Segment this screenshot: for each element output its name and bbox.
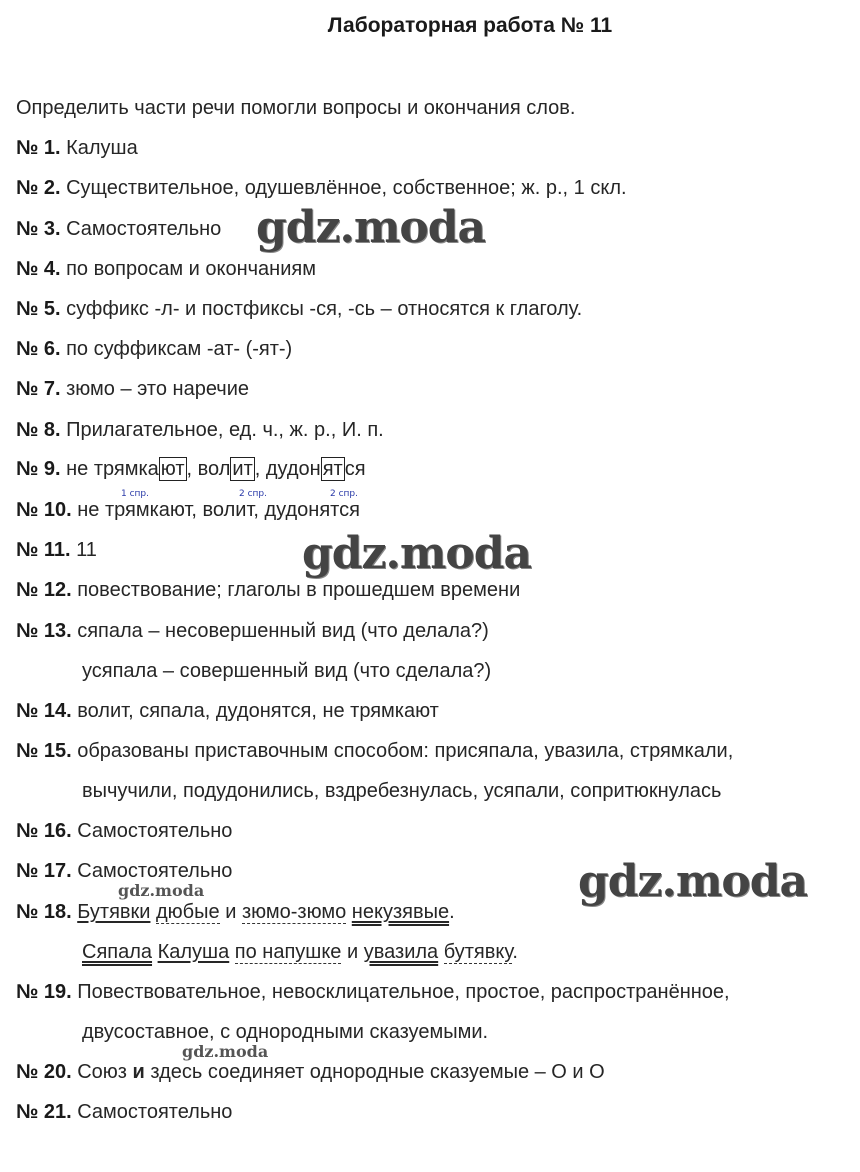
answer-1 <box>16 136 138 160</box>
answer-text: Существительное, одушевлённое, собственное; ж. р., 1 скл. <box>66 177 627 199</box>
answer-number: № 14. <box>16 700 72 722</box>
conjugation-note: 1 спр. <box>121 489 149 499</box>
answer-text: суффикс -л- и постфиксы -ся, -сь – относятся к глаголу. <box>66 298 583 320</box>
answer-text: Союз <box>77 1061 133 1083</box>
answer-5 <box>16 297 582 321</box>
word-part: ся <box>344 458 366 480</box>
answer-text: не трямкают, волит, дудонятся <box>77 499 360 521</box>
answer-3 <box>16 217 221 241</box>
answer-number: № 16. <box>16 820 72 842</box>
answer-number: № 15. <box>16 740 72 762</box>
conjunction-bold: и <box>132 1061 145 1083</box>
answer-text: зюмо – это наречие <box>66 378 249 400</box>
answer-number: № 10. <box>16 499 72 521</box>
subject-word: Калуша <box>157 941 230 963</box>
answer-number: № 2. <box>16 177 61 199</box>
answer-text: повествование; глаголы в прошедшем времени <box>77 579 521 601</box>
answer-12 <box>16 578 520 602</box>
answer-text: Самостоятельно <box>66 218 222 240</box>
answer-text: Прилагательное, ед. ч., ж. р., И. п. <box>66 419 384 441</box>
answer-number: № 17. <box>16 860 72 882</box>
watermark: gdz.moda <box>256 202 486 253</box>
answer-text: Самостоятельно <box>77 820 233 842</box>
answer-number: № 3. <box>16 218 61 240</box>
ending-box: ит <box>232 458 253 480</box>
answer-16 <box>16 819 232 843</box>
answer-number: № 21. <box>16 1101 72 1123</box>
answer-7 <box>16 377 249 401</box>
answer-15-continuation: вычучили, подудонились, вздребезнулась, усяпали, сопритюкнулась <box>82 780 722 802</box>
answer-number: № 7. <box>16 378 61 400</box>
answer-4 <box>16 257 316 281</box>
punctuation: . <box>512 941 518 963</box>
watermark: gdz.moda <box>302 528 532 579</box>
answer-19 <box>16 980 730 1004</box>
answer-text: сяпала – несовершенный вид (что делала?) <box>77 620 489 642</box>
answer-18 <box>16 900 455 924</box>
answer-text: Самостоятельно <box>77 860 233 882</box>
answer-13 <box>16 619 489 643</box>
answer-text: здесь соединяет однородные сказуемые – О и О <box>144 1061 605 1083</box>
answer-9 <box>16 457 366 481</box>
answer-20 <box>16 1060 605 1084</box>
answer-text: по суффиксам -ат- (-ят-) <box>66 338 293 360</box>
predicate-word: увазила <box>363 941 439 963</box>
ending-box: ят <box>322 458 343 480</box>
answer-11 <box>16 538 97 562</box>
intro-text: Определить части речи помогли вопросы и окончания слов. <box>16 97 576 119</box>
conjunction-word: и <box>225 901 237 923</box>
watermark: gdz.moda <box>578 856 808 907</box>
watermark: gdz.moda <box>118 881 205 900</box>
answer-number: № 6. <box>16 338 61 360</box>
answer-text: волит, сяпала, дудонятся, не трямкают <box>77 700 439 722</box>
answer-number: № 4. <box>16 258 61 280</box>
answer-21 <box>16 1100 232 1124</box>
page-title: Лабораторная работа № 11 <box>327 14 613 37</box>
answer-number: № 12. <box>16 579 72 601</box>
answer-8 <box>16 418 384 442</box>
answer-text: Повествовательное, невосклицательное, простое, распространённое, <box>77 981 730 1003</box>
answer-number: № 9. <box>16 458 61 480</box>
subject-word: Бутявки <box>77 901 151 923</box>
predicate-word: Сяпала <box>82 941 153 963</box>
word-part: , дудон <box>254 458 321 480</box>
conjugation-note: 2 спр. <box>330 489 358 499</box>
answer-19-continuation: двусоставное, с однородными сказуемыми. <box>82 1021 489 1043</box>
answer-17 <box>16 859 232 883</box>
answer-15 <box>16 739 733 763</box>
answer-10 <box>16 498 360 522</box>
answer-14 <box>16 699 439 723</box>
answer-number: № 11. <box>16 539 71 561</box>
answer-6 <box>16 337 292 361</box>
answer-number: № 18. <box>16 901 72 923</box>
answer-text: 11 <box>76 539 97 561</box>
adverb-word: зюмо-зюмо <box>241 901 347 923</box>
answer-number: № 20. <box>16 1061 72 1083</box>
answer-number: № 13. <box>16 620 72 642</box>
answer-text: образованы приставочным способом: присяпала, увазила, стрямкали, <box>77 740 734 762</box>
object-word: бутявку <box>443 941 513 963</box>
answer-text: по вопросам и окончаниям <box>66 258 316 280</box>
answer-text: Калуша <box>66 137 138 159</box>
predicate-word: некузявые <box>351 901 450 923</box>
watermark: gdz.moda <box>182 1042 269 1061</box>
conjugation-note: 2 спр. <box>239 489 267 499</box>
conjunction-word: и <box>347 941 359 963</box>
answer-number: № 8. <box>16 419 61 441</box>
answer-2 <box>16 176 627 200</box>
word-part: не трямка <box>66 458 159 480</box>
answer-number: № 1. <box>16 137 61 159</box>
answer-text: Самостоятельно <box>77 1101 233 1123</box>
adverbial-word: по напушке <box>234 941 342 963</box>
attribute-word: дюбые <box>156 901 220 923</box>
answer-18-continuation <box>82 940 518 964</box>
ending-box: ют <box>160 458 185 480</box>
answer-number: № 19. <box>16 981 72 1003</box>
answer-13-continuation: усяпала – совершенный вид (что сделала?) <box>82 660 492 682</box>
answer-number: № 5. <box>16 298 61 320</box>
punctuation: . <box>449 901 455 923</box>
word-part: , вол <box>186 458 231 480</box>
